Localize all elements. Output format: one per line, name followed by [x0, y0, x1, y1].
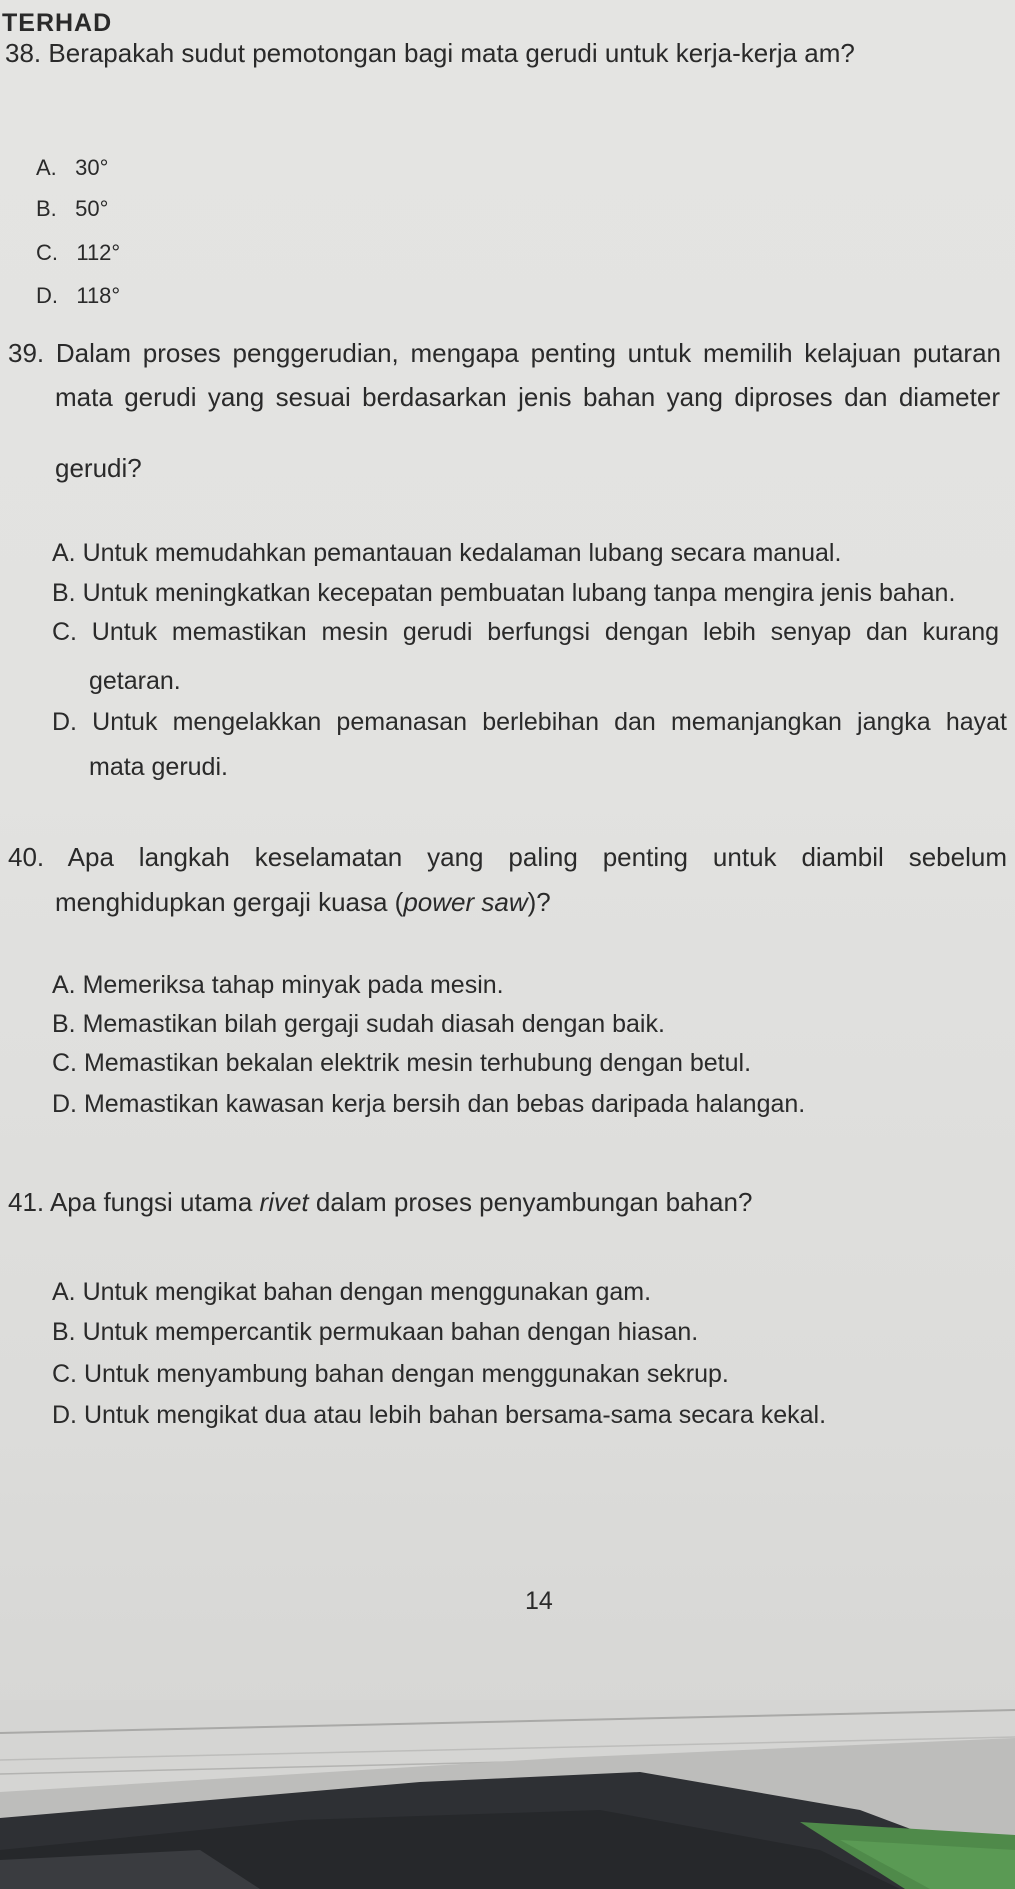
question-text: menghidupkan gergaji kuasa ( — [55, 887, 404, 917]
question-text: Berapakah sudut pemotongan bagi mata gerudi untuk kerja-kerja am? — [48, 38, 855, 68]
option-text: Memeriksa tahap minyak pada mesin. — [82, 971, 504, 999]
option-39-d — [52, 707, 1007, 737]
option-text: Untuk mengelakkan pemanasan berlebihan dan memanjangkan jangka hayat — [92, 708, 1007, 736]
question-number: 41. — [8, 1187, 45, 1217]
option-letter: A. — [52, 971, 76, 999]
option-text: 50° — [75, 196, 109, 221]
question-number: 40. — [8, 842, 45, 872]
option-letter: B. — [36, 196, 57, 221]
question-term: rivet — [259, 1187, 309, 1217]
question-41 — [8, 1187, 752, 1217]
option-text: 30° — [75, 155, 109, 180]
page-number: 14 — [525, 1587, 553, 1615]
option-38-a — [36, 153, 108, 183]
option-letter: B. — [52, 1010, 76, 1038]
question-text: Dalam proses penggerudian, mengapa penting untuk memilih kelajuan putaran — [55, 338, 1001, 368]
question-text: Apa langkah keselamatan yang paling penting untuk diambil sebelum — [67, 842, 1007, 872]
question-term: power saw — [403, 887, 528, 917]
option-letter: D. — [36, 283, 58, 308]
option-text: Untuk memudahkan pemantauan kedalaman lubang secara manual. — [82, 539, 842, 567]
option-38-c — [36, 238, 120, 268]
option-text: Untuk menyambung bahan dengan menggunakan sekrup. — [83, 1360, 729, 1388]
question-39-line-3: gerudi? — [55, 453, 142, 483]
question-number: 38. — [5, 38, 42, 68]
option-41-a — [52, 1277, 651, 1307]
option-41-d — [52, 1400, 826, 1430]
option-39-b — [52, 578, 955, 608]
option-text: Memastikan bekalan elektrik mesin terhubung dengan betul. — [83, 1049, 752, 1077]
question-39 — [8, 338, 1001, 368]
option-text: 112° — [76, 240, 121, 265]
question-text: )? — [527, 887, 551, 917]
option-39-c — [52, 617, 999, 647]
option-38-d — [36, 281, 120, 311]
option-text: 118° — [76, 283, 121, 308]
option-letter: D. — [52, 1090, 77, 1118]
option-40-b — [52, 1009, 665, 1039]
option-text: Untuk memastikan mesin gerudi berfungsi dengan lebih senyap dan kurang — [91, 618, 999, 646]
option-letter: C. — [52, 618, 77, 646]
option-letter: C. — [36, 240, 58, 265]
photo-background — [0, 1700, 1015, 1889]
option-letter: B. — [52, 1318, 76, 1346]
option-letter: C. — [52, 1360, 77, 1388]
option-text: Untuk mengikat bahan dengan menggunakan gam. — [82, 1278, 652, 1306]
option-39-c-line-2: getaran. — [89, 667, 181, 695]
question-38 — [5, 38, 855, 68]
option-text: Untuk mempercantik permukaan bahan dengan hiasan. — [82, 1318, 699, 1346]
option-40-c — [52, 1048, 751, 1078]
classification-header: TERHAD — [2, 9, 113, 37]
option-text: Untuk mengikat dua atau lebih bahan bersama-sama secara kekal. — [83, 1401, 827, 1429]
option-41-c — [52, 1359, 729, 1389]
question-40-line-2 — [55, 887, 551, 917]
option-letter: A. — [52, 539, 76, 567]
option-letter: D. — [52, 1401, 77, 1429]
question-text: dalam proses penyambungan bahan? — [308, 1187, 753, 1217]
option-letter: C. — [52, 1049, 77, 1077]
option-text: Untuk meningkatkan kecepatan pembuatan lubang tanpa mengira jenis bahan. — [82, 579, 956, 607]
option-41-b — [52, 1317, 698, 1347]
option-39-a — [52, 538, 841, 568]
option-text: Memastikan kawasan kerja bersih dan bebas daripada halangan. — [83, 1090, 806, 1118]
question-40 — [8, 842, 1007, 872]
option-text: Memastikan bilah gergaji sudah diasah dengan baik. — [82, 1010, 665, 1038]
option-letter: D. — [52, 708, 77, 736]
option-39-d-line-2: mata gerudi. — [89, 753, 228, 781]
option-letter: A. — [36, 155, 57, 180]
question-number: 39. — [8, 338, 45, 368]
option-38-b — [36, 194, 108, 224]
question-39-line-2: mata gerudi yang sesuai berdasarkan jenis bahan yang diproses dan diameter — [55, 382, 1000, 412]
option-letter: A. — [52, 1278, 76, 1306]
option-letter: B. — [52, 579, 76, 607]
question-text: Apa fungsi utama — [49, 1187, 260, 1217]
option-40-d — [52, 1089, 805, 1119]
option-40-a — [52, 970, 504, 1000]
